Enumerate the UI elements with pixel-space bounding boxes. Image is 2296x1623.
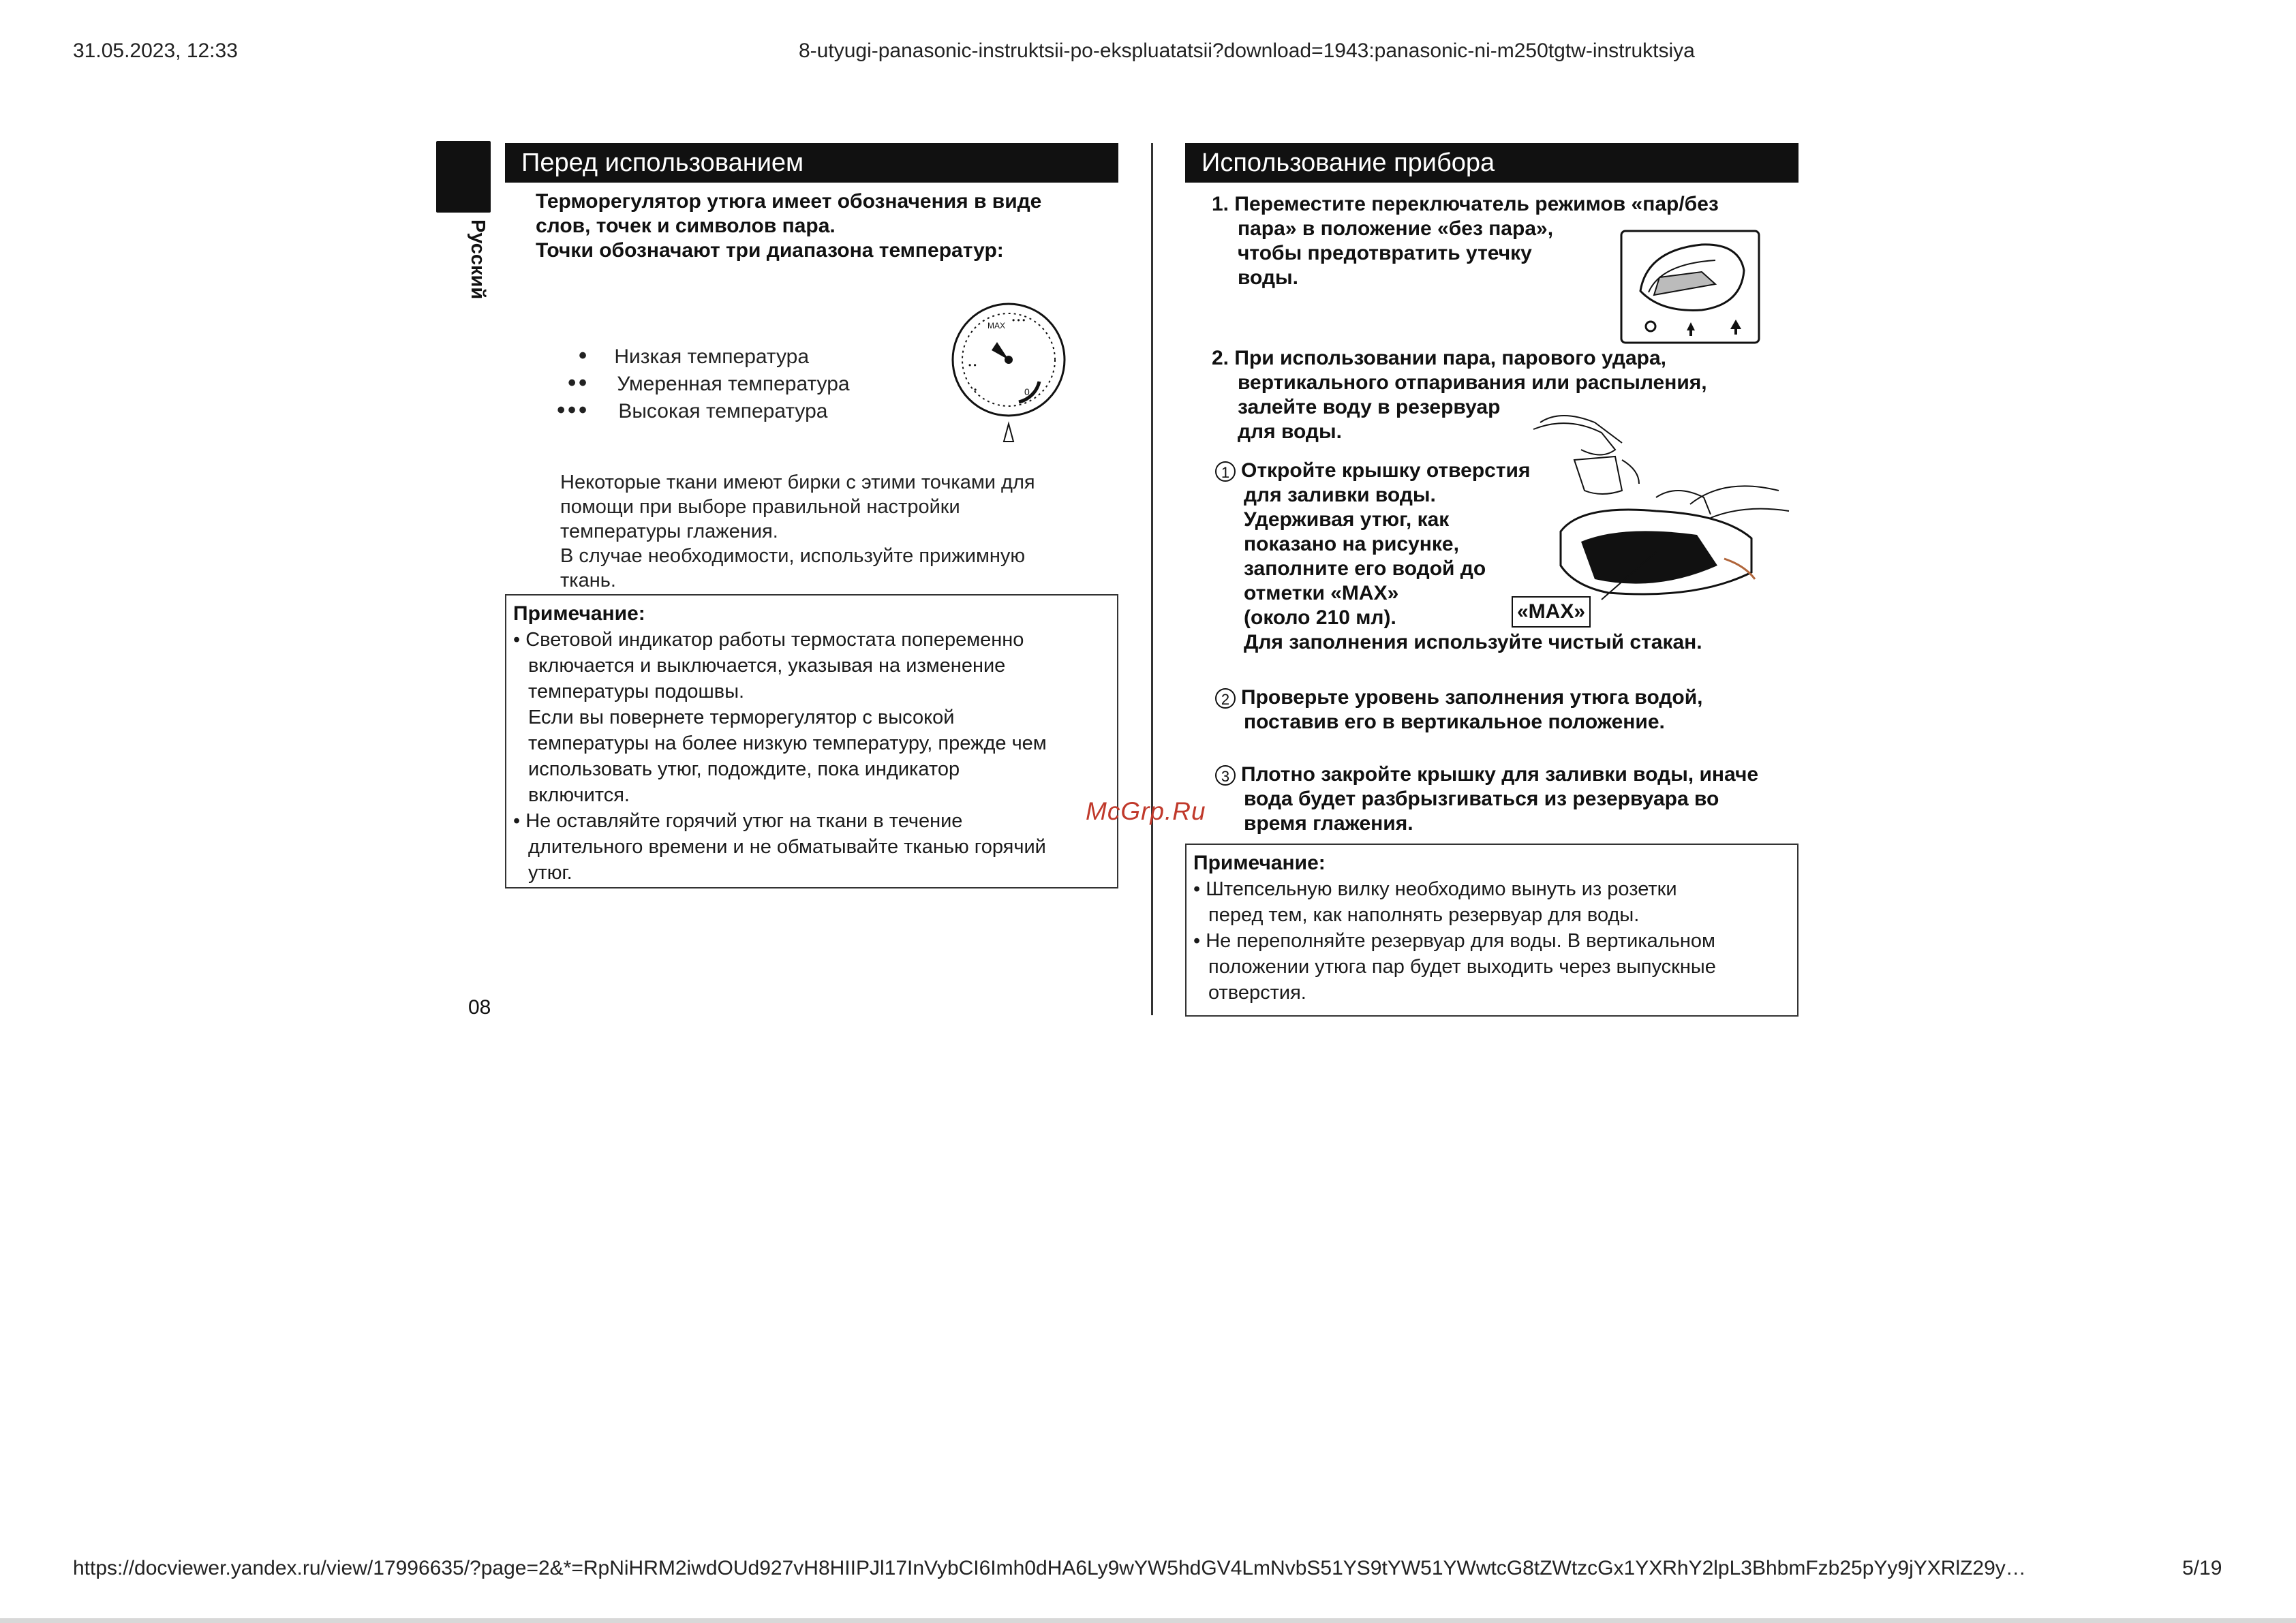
fabric-line: В случае необходимости, используйте прижимную bbox=[560, 545, 1026, 567]
section-title-using-appliance: Использование прибора bbox=[1185, 143, 1798, 183]
step-text: При использовании пара, парового удара, bbox=[1234, 347, 1667, 369]
fabric-tag-text bbox=[560, 470, 1119, 593]
temperature-label: Высокая температура bbox=[618, 400, 828, 422]
step-text: Переместите переключатель режимов «пар/без bbox=[1234, 193, 1719, 215]
print-datetime: 31.05.2023, 12:33 bbox=[73, 40, 238, 62]
note-bullet-continuation: перед тем, как наполнять резервуар для воды. bbox=[1208, 904, 1640, 926]
temperature-label: Низкая температура bbox=[614, 345, 810, 368]
section-title-before-use: Перед использованием bbox=[505, 143, 1118, 183]
step-number: 1. bbox=[1212, 193, 1229, 215]
thermostat-dial-illustration bbox=[944, 300, 1073, 446]
substep-line: Удерживая утюг, как bbox=[1244, 508, 1450, 531]
step-line bbox=[1212, 192, 1798, 217]
language-tab-label: Русский bbox=[467, 219, 489, 300]
svg-text:0: 0 bbox=[1024, 386, 1030, 397]
step-line: вертикального отпаривания или распыления, bbox=[1238, 371, 1707, 394]
temperature-dots: • bbox=[579, 343, 590, 369]
substep-line: заполните его водой до bbox=[1244, 557, 1486, 580]
svg-text:• •: • • bbox=[968, 360, 977, 370]
note-bullet-continuation: длительного времени и не обматывайте тканью горячий bbox=[528, 836, 1046, 858]
note-title: Примечание: bbox=[1193, 852, 1326, 874]
temperature-dots: ••• bbox=[557, 397, 590, 423]
left-note-box bbox=[505, 594, 1118, 888]
note-bullet-continuation: температуры на более низкую температуру, прежде чем bbox=[528, 732, 1047, 754]
temperature-label: Умеренная температура bbox=[617, 373, 850, 395]
intro-line: Терморегулятор утюга имеет обозначения в виде bbox=[536, 190, 1042, 213]
note-bullet-continuation: включится. bbox=[528, 784, 630, 806]
note-bullet-continuation: утюг. bbox=[528, 862, 572, 884]
step-line: воды. bbox=[1238, 266, 1298, 289]
substep-line: для заливки воды. bbox=[1244, 484, 1436, 506]
note-bullet-continuation: использовать утюг, подождите, пока индикатор bbox=[528, 758, 960, 780]
step-number: 2. bbox=[1212, 347, 1229, 369]
substep-text: Плотно закройте крышку для заливки воды, иначе bbox=[1241, 763, 1759, 786]
substep-line: время глажения. bbox=[1244, 812, 1413, 835]
note-title: Примечание: bbox=[513, 602, 645, 625]
svg-text:•: • bbox=[974, 385, 977, 395]
substep-3 bbox=[1215, 762, 1801, 836]
substep-line: отметки «MAX» bbox=[1244, 582, 1399, 604]
intro-line: слов, точек и символов пара. bbox=[536, 215, 836, 237]
note-bullet: • Не переполняйте резервуар для воды. В вертикальном bbox=[1193, 930, 1715, 952]
step-line: для воды. bbox=[1238, 420, 1342, 443]
note-bullet-continuation: температуры подошвы. bbox=[528, 681, 745, 702]
temperature-dots: •• bbox=[568, 370, 590, 396]
fabric-line: помощи при выборе правильной настройки bbox=[560, 496, 960, 518]
note-bullet-continuation: Если вы повернете терморегулятор с высокой bbox=[528, 707, 955, 728]
page-number: 08 bbox=[468, 996, 491, 1019]
step-line: залейте воду в резервуар bbox=[1238, 396, 1501, 418]
substep-marker: 2 bbox=[1215, 688, 1236, 709]
print-document-title: 8-utyugi-panasonic-instruktsii-po-ekspluatatsii?download=1943:panasonic-ni-m250tgtw-instruktsiya bbox=[799, 40, 1695, 62]
step-line: пара» в положение «без пара», bbox=[1238, 217, 1554, 240]
substep-1 bbox=[1215, 459, 1774, 655]
watermark: McGrp.Ru bbox=[1086, 797, 1206, 825]
intro-text bbox=[536, 189, 1122, 263]
substep-line bbox=[1215, 459, 1774, 483]
intro-line: Точки обозначают три диапазона температур: bbox=[536, 239, 1004, 262]
substep-text: Проверьте уровень заполнения утюга водой, bbox=[1241, 686, 1703, 709]
note-bullet-continuation: положении утюга пар будет выходить через выпускные bbox=[1208, 956, 1716, 978]
substep-line: показано на рисунке, bbox=[1244, 533, 1459, 555]
steam-switch-illustration bbox=[1620, 230, 1760, 344]
temperature-low bbox=[525, 343, 850, 370]
max-label-callout: «MAX» bbox=[1512, 596, 1591, 628]
substep-line bbox=[1215, 685, 1801, 710]
fabric-line: Некоторые ткани имеют бирки с этими точками для bbox=[560, 472, 1035, 493]
substep-line: поставив его в вертикальное положение. bbox=[1244, 711, 1665, 733]
temperature-high bbox=[525, 397, 850, 424]
bottom-scroll-bar bbox=[0, 1618, 2296, 1623]
svg-text:• • •: • • • bbox=[1012, 315, 1026, 325]
substep-text: Откройте крышку отверстия bbox=[1241, 459, 1531, 482]
temperature-list bbox=[525, 343, 850, 424]
note-bullet: • Не оставляйте горячий утюг на ткани в течение bbox=[513, 810, 963, 832]
substep-line: (около 210 мл). bbox=[1244, 606, 1396, 629]
substep-marker: 1 bbox=[1215, 461, 1236, 482]
fabric-line: температуры глажения. bbox=[560, 521, 778, 542]
substep-marker: 3 bbox=[1215, 765, 1236, 786]
note-bullet: • Штепсельную вилку необходимо вынуть из розетки bbox=[1193, 878, 1677, 900]
note-bullet-continuation: отверстия. bbox=[1208, 982, 1306, 1004]
fabric-line: ткань. bbox=[560, 570, 616, 591]
note-bullet-continuation: включается и выключается, указывая на изменение bbox=[528, 655, 1006, 677]
print-page-counter: 5/19 bbox=[2182, 1557, 2222, 1579]
svg-text:MAX: MAX bbox=[988, 321, 1006, 330]
step-line bbox=[1212, 346, 1798, 371]
right-note-box bbox=[1185, 844, 1798, 1017]
language-tab-marker bbox=[436, 141, 491, 213]
page-divider bbox=[1151, 143, 1153, 1015]
step-line: чтобы предотвратить утечку bbox=[1238, 242, 1532, 264]
note-bullet: • Световой индикатор работы термостата попеременно bbox=[513, 629, 1024, 651]
print-url: https://docviewer.yandex.ru/view/17996635/?page=2&*=RpNiHRM2iwdOUd927vH8HIIPJl17InVybCI6Imh0dHA6Ly9wYW5hdGV4LmNvbS51YS9tYW51YWwtcG8tZWtzcGx1YXRhY2lpL3BhbmFzb25pYy9jYXRlZ29y… bbox=[73, 1557, 2026, 1579]
substep-line bbox=[1215, 762, 1801, 787]
temperature-medium bbox=[525, 370, 850, 397]
substep-line: вода будет разбрызгиваться из резервуара во bbox=[1244, 788, 1719, 810]
substep-line: Для заполнения используйте чистый стакан. bbox=[1244, 631, 1702, 653]
substep-2 bbox=[1215, 685, 1801, 735]
